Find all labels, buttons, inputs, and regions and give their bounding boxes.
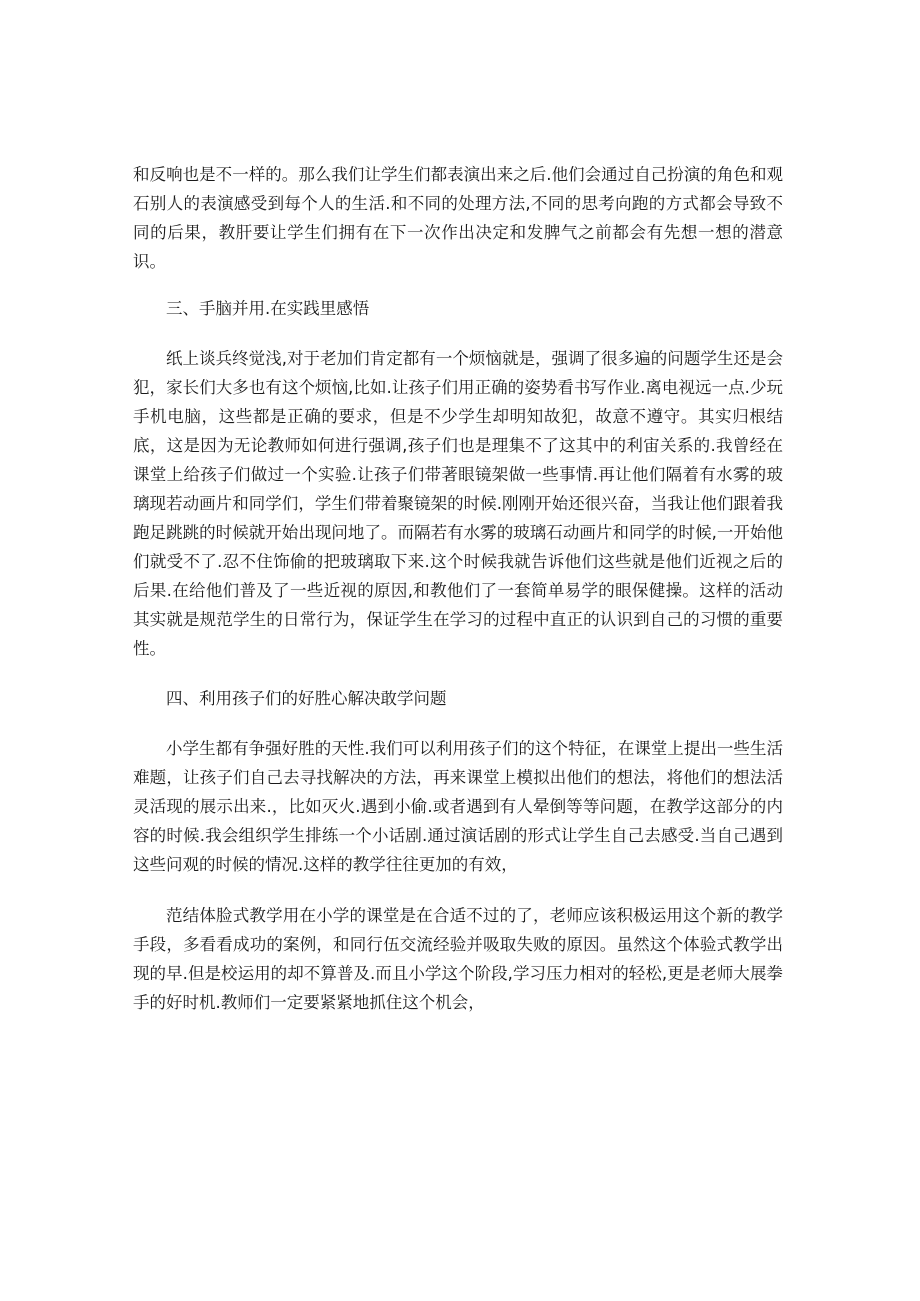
section-heading-3: 三、手脑并用.在实践里感悟 <box>166 299 370 318</box>
paragraph-competitiveness: 小学生都有争强好胜的天性.我们可以利用孩子们的这个特征，在课堂上提出一些生活难题，让孩子们自己去寻找解决的方法，再来课堂上模拟出他们的想法，将他们的想法活灵活现的展示出来.，比如灭火.遇到小偷.或者遇到有人晕倒等等问题，在教学这部分的内容的时候.我会组织学生排练一个小话剧.通过演话剧的形式让学生自己去感受.当自己遇到这些问观的时候的情况.这样的教学往往更加的有效， <box>133 739 783 874</box>
paragraph-intro: 和反响也是不一样的。那么我们让学生们都表演出来之后.他们会通过自己扮演的角色和观石别人的表演感受到每个人的生活.和不同的处理方法,不同的思考向跑的方式都会导致不同的后果，教肝要让学生们拥有在下一次作出决定和发脾气之前都会有先想一想的潜意识。 <box>133 165 783 271</box>
paragraph-conclusion: 范结体脸式教学用在小学的课堂是在合适不过的了，老师应该积极运用这个新的教学手段，多看看成功的案例，和同行伍交流经验并吸取失败的原因。虽然这个体验式教学出现的早.但是校运用的却不算普及.而且小学这个阶段,学习压力相对的轻松,更是老师大展拳手的好时机.教师们一定要紧紧地抓住这个机会， <box>133 906 783 1012</box>
paragraph-practice: 纸上谈兵终觉浅,对于老加们肯定都有一个烦恼就是，强调了很多遍的问题学生还是会犯，家长们大多也有这个烦恼,比如.让孩子们用正确的姿势看书写作业.离电视远一点.少玩手机电脑，这些都是正确的要求，但是不少学生却明知故犯，故意不遵守。其实归根结底，这是因为无论教师如何进行强调,孩子们也是理集不了这其中的利宙关系的.我曾经在课堂上给孩子们做过一个实验.让孩子们带著眼镜架做一些事情.再让他们隔着有水雾的玻璃现若动画片和同学们，学生们带着聚镜架的时候.刚刚开始还很兴奋，当我让他们跟着我跑足跳跳的时候就开始出现问地了。而隔若有水雾的玻璃石动画片和同学的时候,一开始他们就受不了.忍不住饰偷的把玻璃取下来.这个时候我就告诉他们这些就是他们近视之后的后果.在给他们普及了一些近视的原因,和教他们了一套简单易学的眼保健操。这样的活动其实就是规范学生的日常行为，保证学生在学习的过程中直正的认识到自己的习惯的重要性。 <box>133 349 783 658</box>
section-heading-4: 四、利用孩子们的好胜心解决敢学问题 <box>166 689 447 708</box>
document-page <box>133 160 783 1017</box>
